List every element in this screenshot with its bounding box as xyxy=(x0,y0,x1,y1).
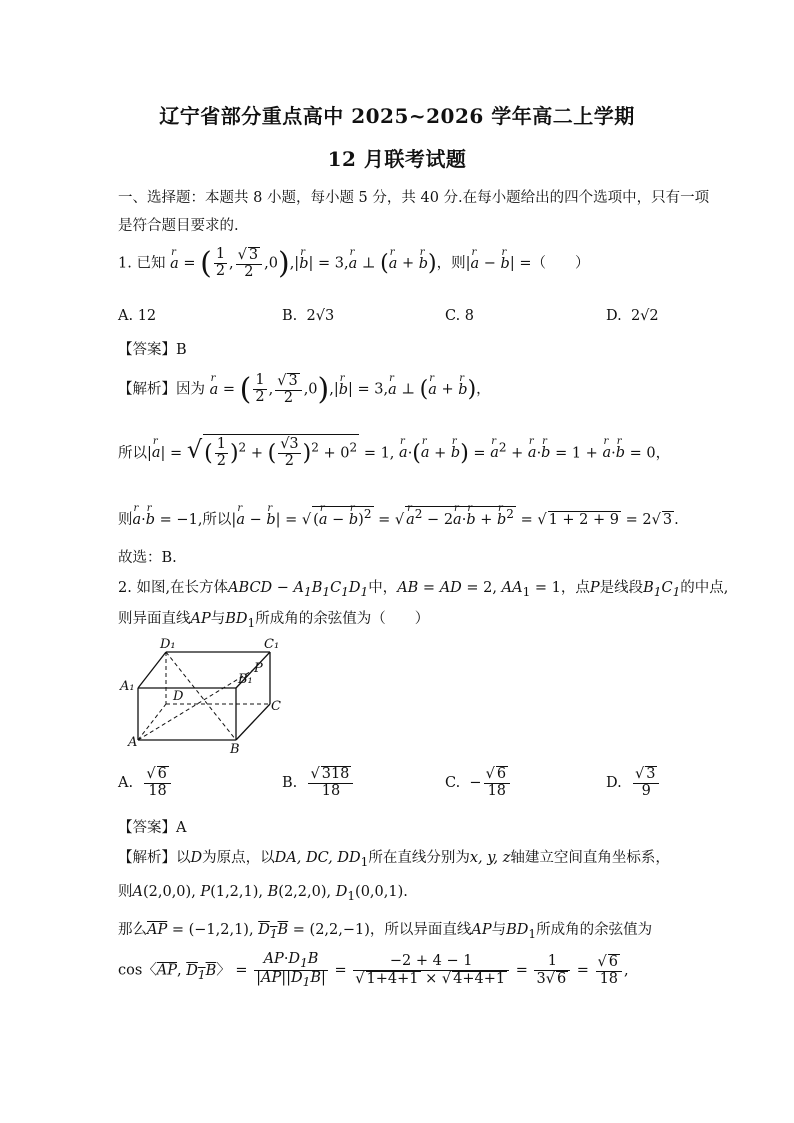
label-p: P xyxy=(254,661,263,676)
edge-a-d xyxy=(138,704,166,740)
edge-a1-d1 xyxy=(138,652,166,688)
q2-analysis-line3: 那么$\overline{AP} = (-1,2,1)$, $D_1B = (2,2,-1)$，所以异面直线AP与$BD_1$所成角的余弦值为 xyxy=(118,922,653,941)
question-1-stem: 1. 已知 r a = ( $\frac{1}{2}$ , $\frac{√ 3}{2}$ ,0),|r b| = 3,r a ⊥ (r a + r b)，则|r a − r b| =（ ） xyxy=(118,246,590,281)
label-d: D xyxy=(173,689,184,704)
q2-option-b: B. $\frac{√ 318}{18}$ xyxy=(282,766,355,800)
section-heading-line2: 是符合题目要求的. xyxy=(118,218,239,234)
edge-b-c xyxy=(236,704,270,740)
question-tail: ，则 xyxy=(436,255,466,272)
question-2-stem-line1: 2. 如图,在长方体ABCD − $A_1B_1C_1D_1$中，AB = AD = 2, $AA_1 = 1$，点P是线段$B_1C_1$的中点, xyxy=(118,580,729,599)
question-lead: 已知 xyxy=(136,255,166,272)
q2-analysis-line4: cos〈$\overline{AP}$, $D_1B$〉 = $\frac{AP\cdot D_1B}{|AP||D_1B|}$ = $\frac{-2 + 4 - 1}{√ 1+4+1 \times √ 4+4+1}$ = $\frac{1}{3√ 6}$ = $\frac{√ 6}{18}$ , xyxy=(118,951,629,990)
label-a: A xyxy=(128,735,138,750)
label-a1: A₁ xyxy=(120,679,135,694)
page-subtitle: 12 月联考试题 xyxy=(327,147,467,171)
question-number: 1. xyxy=(118,255,132,272)
q1-conclusion: 故选：B. xyxy=(118,550,177,566)
q2-option-a: A. $\frac{√ 6}{18}$ xyxy=(118,766,173,800)
q2-analysis-line2: 则A(2,0,0), P(1,2,1), B(2,2,0), $D_1(0,0,1)$. xyxy=(118,884,408,903)
question-blank: （ ） xyxy=(531,255,590,272)
q1-option-c: C. 8 xyxy=(445,308,475,324)
q1-analysis-line1: 【解析】因为 r a = ( $\frac{1}{2}$ , $\frac{√ 3}{2}$ ,0),|r b| = 3,r a ⊥ (r a + r b)， xyxy=(118,372,491,407)
q1-analysis-line2: 所以|r a| = √( $\frac{1}{2}$ )$^2$ + ( $\frac{√3}{2}$ )$^2 + 0^2 = 1$, r a·(r a + r b) = r $a^2 + r$ a·r b = 1 + r a·r b = 0， xyxy=(118,434,670,470)
q2-option-d: D. $\frac{√ 3}{9}$ xyxy=(606,766,661,800)
cuboid-figure xyxy=(118,636,288,754)
q2-analysis-line1: 【解析】以D为原点，以DA, DC, $DD_1$所在直线分别为x, y, z轴建立空间直角坐标系， xyxy=(118,850,670,869)
label-c: C xyxy=(271,699,281,714)
question-2-stem-line2: 则异面直线AP与$BD_1$所成角的余弦值为（ ） xyxy=(118,611,430,630)
label-c1: C₁ xyxy=(264,637,280,652)
section-heading-line1: 一、选择题：本题共 8 小题，每小题 5 分，共 40 分.在每小题给出的四个选项中，只有一项 xyxy=(118,190,710,206)
q1-option-a: A. 12 xyxy=(118,308,157,324)
label-b: B xyxy=(230,742,240,754)
page-title: 辽宁省部分重点高中 2025~2026 学年高二上学期 xyxy=(159,104,635,128)
q1-option-d: D. 2√2 xyxy=(606,308,659,324)
q2-answer: 【答案】A xyxy=(118,820,187,836)
q1-option-b: B. 2√3 xyxy=(282,308,335,324)
label-d1: D₁ xyxy=(160,637,176,652)
label-b1: B₁ xyxy=(238,672,253,687)
q1-analysis-line3: 则r a·r b = −1,所以|r a − r b| = √ (r a − r b)$^2$ = √ r $a^2 - 2r$ a·r b + r $b^2$ = √ 1 + 2 + 9 = 2√ 3 . xyxy=(118,506,679,529)
q1-answer: 【答案】B xyxy=(118,342,187,358)
q2-option-c: C. − $\frac{√ 6}{18}$ xyxy=(445,766,512,800)
